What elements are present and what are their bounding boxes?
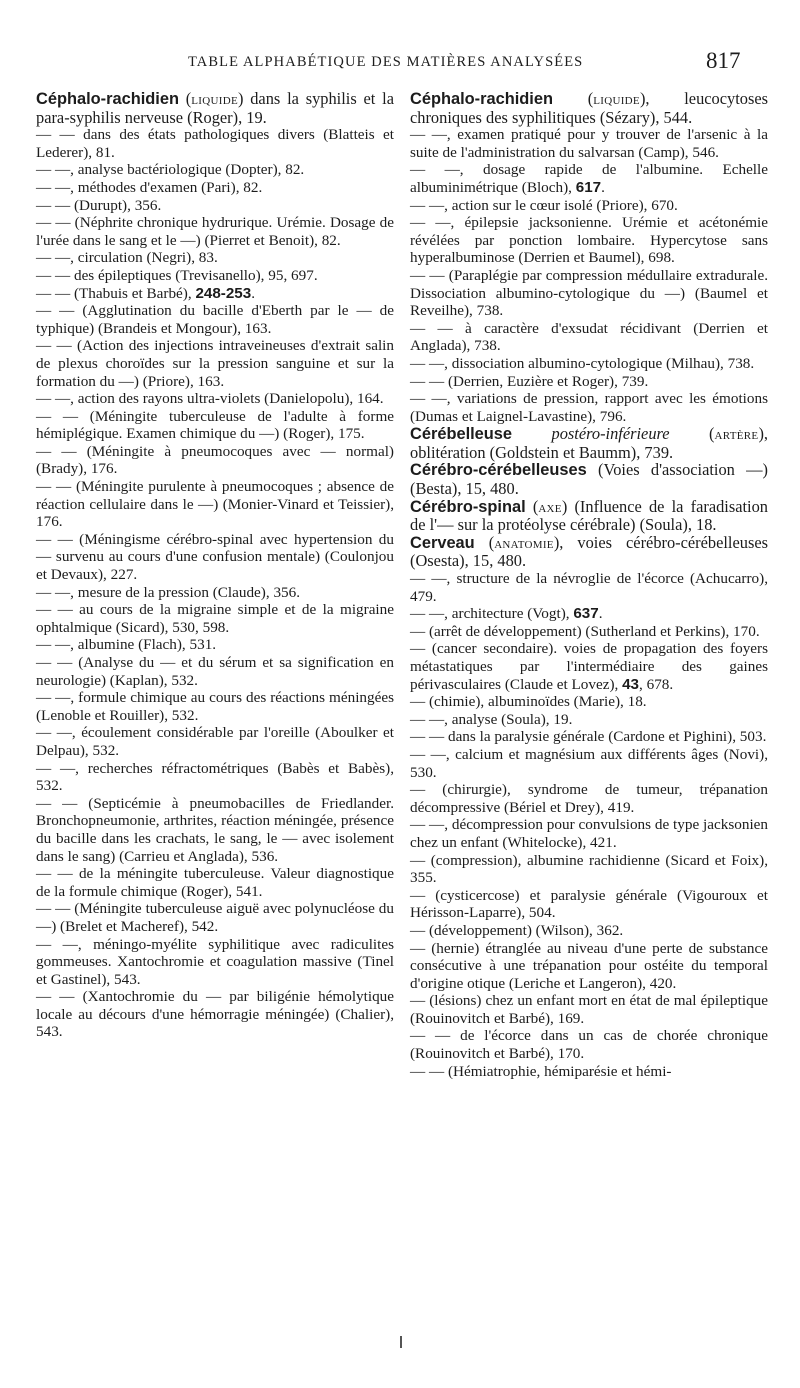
index-entry: — — au cours de la migraine simple et de la migraine ophtalmique (Sicard), 530, 598. (36, 601, 394, 636)
index-entry: — —, formule chimique au cours des réactions méningées (Lenoble et Rouiller), 532. (36, 689, 394, 724)
index-entry: — — dans la paralysie générale (Cardone et Pighini), 503. (410, 728, 767, 746)
index-entry: — —, méningo-myélite syphilitique avec radiculites gommeuses. Xantochromie et coagulation massive (Tinel et Gastinel), 543. (36, 935, 394, 988)
index-entry: — — des épileptiques (Trevisanello), 95, 697. (36, 266, 318, 284)
index-entry: Cérébro-cérébelleuses (Voies d'association —) (Besta), 15, 480. (410, 460, 768, 499)
index-entry: — —, mesure de la pression (Claude), 356. (36, 583, 301, 601)
index-entry: — (hernie) étranglée au niveau d'une perte de substance consécutive à une trépanation pour ostéite du temporal d'origine otique (Leriche et Langeron), 420. (410, 939, 768, 992)
index-entry: — — (Néphrite chronique hydrurique. Urémie. Dosage de l'urée dans le sang et le —) (Pierret et Benoit), 82. (36, 214, 394, 249)
index-entry: Cerveau (anatomie), voies cérébro-cérébelleuses (Osesta), 15, 480. (410, 532, 768, 571)
index-entry: — (arrêt de développement) (Sutherland et Perkins), 170. (410, 622, 760, 640)
left-column (36, 90, 394, 1041)
index-entry: — —, action des rayons ultra-violets (Danielopolu), 164. (36, 390, 384, 408)
index-entry: — —, méthodes d'examen (Pari), 82. (36, 178, 263, 196)
index-entry: — — (Méningite purulente à pneumocoques ; absence de réaction cellulaire dans le —) (Monier-Vinard et Teissier), 176. (36, 478, 394, 531)
index-entry: — —, structure de la névroglie de l'écorce (Achucarro), 479. (410, 570, 768, 605)
index-entry: — —, examen pratiqué pour y trouver de l'arsenic à la suite de l'administration du salvarsan (Camp), 546. (410, 126, 768, 161)
right-column (410, 90, 768, 1080)
index-entry: — — (Analyse du — et du sérum et sa signification en neurologie) (Kaplan), 532. (36, 654, 394, 689)
index-entry: — — (Septicémie à pneumobacilles de Friedlander. Bronchopneumonie, arthrites, réaction méningée, présence du bacille dans les crachats, le sang, le — avec isolement dans le sang) (Carrieu et Anglada), 536. (36, 794, 394, 865)
index-entry: Cérébro-spinal (axe) (Influence de la faradisation de l'— sur la protéolyse cérébrale) (Soula), 18. (410, 496, 768, 535)
index-entry: — —, écoulement considérable par l'oreille (Aboulker et Delpau), 532. (36, 724, 394, 759)
index-entry: — (chimie), albuminoïdes (Marie), 18. (410, 693, 647, 711)
index-entry: — — dans des états pathologiques divers (Blatteis et Lederer), 81. (36, 126, 394, 161)
index-entry: — (cysticercose) et paralysie générale (Vigouroux et Hérisson-Laparre), 504. (410, 886, 768, 922)
index-entry: Céphalo-rachidien (liquide), leucocytoses chroniques des syphilitiques (Sézary), 544. (410, 89, 769, 127)
index-entry: — — (Action des injections intraveineuses d'extrait salin de plexus choroïdes sur la pression sanguine et sur la formation du —) (Priore), 163. (36, 337, 394, 390)
index-entry: — (lésions) chez un enfant mort en état de mal épileptique (Rouinovitch et Barbé), 169. (410, 992, 768, 1027)
index-entry: — —, analyse bactériologique (Dopter), 82. (36, 161, 305, 179)
index-entry: — —, circulation (Negri), 83. (36, 249, 218, 267)
index-entry: — — (Hémiatrophie, hémiparésie et hémi- (410, 1062, 672, 1080)
index-entry: — — de la méningite tuberculeuse. Valeur diagnostique de la formule chimique (Roger), 541. (36, 865, 394, 900)
index-entry: — —, épilepsie jacksonienne. Urémie et acétonémie révélées par ponction lombaire. Hypercytose sans hyperalbuminose (Derrien et Baumel), 698. (410, 214, 768, 267)
running-title: TABLE ALPHABÉTIQUE DES MATIÈRES ANALYSÉES (188, 54, 584, 70)
page-header (0, 42, 800, 82)
index-entry: — —, action sur le cœur isolé (Priore), 670. (410, 196, 678, 214)
index-entry: — — (Thabuis et Barbé), 248-253. (36, 284, 255, 302)
index-entry: — — (Méningite à pneumocoques avec — normal) (Brady), 176. (36, 442, 394, 478)
index-entry: — —, analyse (Soula), 19. (410, 710, 573, 728)
index-entry: — (chirurgie), syndrome de tumeur, trépanation décompressive (Bériel et Drey), 419. (410, 781, 768, 816)
index-entry: — — (Méningite tuberculeuse de l'adulte à forme hémiplégique. Examen chimique du —) (Roger), 175. (36, 407, 394, 443)
index-entry: — —, dosage rapide de l'albumine. Echelle albuminimétrique (Bloch), 617. (410, 161, 768, 196)
index-entry: Cérébelleuse postéro-inférieure (artère), oblitération (Goldstein et Baumm), 739. (410, 424, 768, 462)
index-entry: — — (Durupt), 356. (36, 196, 162, 214)
index-entry: — —, calcium et magnésium aux différents âges (Novi), 530. (410, 745, 768, 781)
index-entry: — — à caractère d'exsudat récidivant (Derrien et Anglada), 738. (410, 319, 768, 355)
index-entry: — —, décompression pour convulsions de type jacksonien chez un enfant (Whitelocke), 421. (410, 816, 768, 851)
index-entry: — —, recherches réfractométriques (Babès et Babès), 532. (36, 759, 394, 795)
index-entry: — — (Xantochromie du — par biligénie hémolytique locale au décours d'une hémorragie méningée) (Chalier), 543. (36, 988, 394, 1041)
index-entry: — —, albumine (Flach), 531. (36, 636, 217, 654)
index-entry: — — (Paraplégie par compression médullaire extradurale. Dissociation albumino-cytologique du —) (Baumel et Reveilhe), 738. (410, 266, 768, 320)
index-entry: Céphalo-rachidien (liquide) dans la syphilis et la para-syphilis nerveuse (Roger), 19. (36, 89, 394, 127)
index-entry: — (cancer secondaire). voies de propagation des foyers métastatiques par l'intermédiaire des gaines périvasculaires (Claude et Lovez), 43, 678. (410, 640, 768, 693)
index-entry: — — (Méningite tuberculeuse aiguë avec polynucléose du —) (Brelet et Macheref), 542. (36, 900, 394, 935)
index-entry: — (développement) (Wilson), 362. (410, 921, 624, 939)
index-entry: — (compression), albumine rachidienne (Sicard et Foix), 355. (410, 851, 768, 887)
index-entry: — —, variations de pression, rapport avec les émotions (Dumas et Laignel-Lavastine), 796. (410, 390, 768, 425)
index-entry: — — (Derrien, Euzière et Roger), 739. (410, 372, 649, 390)
index-entry: — — (Méningisme cérébro-spinal avec hypertension du — survenu au cours d'une confusion mentale) (Coulonjou et Devaux), 227. (36, 530, 394, 584)
index-entry: — —, dissociation albumino-cytologique (Milhau), 738. (410, 354, 755, 372)
index-entry: — — (Agglutination du bacille d'Eberth par le — de typhique) (Brandeis et Mongour), 163. (36, 302, 394, 337)
print-mark (400, 1336, 402, 1348)
index-entry: — —, architecture (Vogt), 637. (410, 605, 603, 623)
index-entry: — — de l'écorce dans un cas de chorée chronique (Rouinovitch et Barbé), 170. (410, 1027, 768, 1063)
page-number: 817 (706, 48, 741, 73)
